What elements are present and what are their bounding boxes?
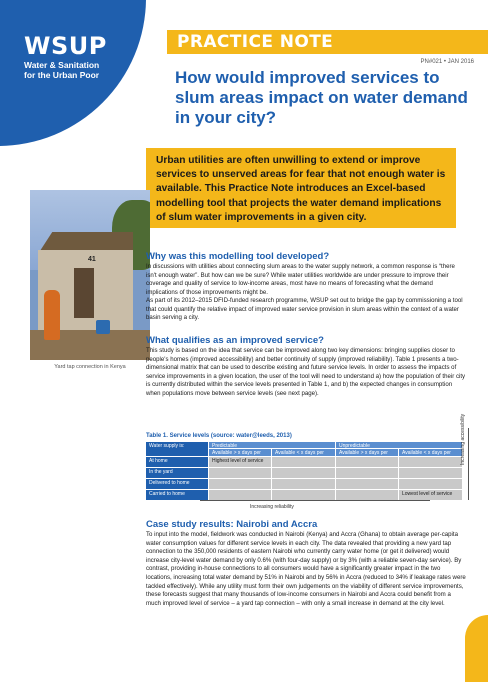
section-why-paragraph-2: As part of its 2012–2015 DFID-funded research programme, WSUP set out to bridge the gap by commissioning a tool that could quantify the relative impact of improved water service provision in slum areas within the context of a water basin serving a city. xyxy=(146,297,463,322)
accessibility-arrow xyxy=(468,428,469,500)
document-code: PN#021 • JAN 2016 xyxy=(420,59,474,65)
photo-person xyxy=(44,290,60,340)
yard-tap-photo xyxy=(30,190,150,360)
section-why-paragraph-1: In discussions with utilities about connecting slum areas to the water supply network, a common response is “there isn't enough water”. But how can we be sure? While water utilities worldwide are under pressure to improve their coverage and quality of service to low-income areas, most have no means of forecasting what the demand implications of those improvements might be. xyxy=(146,263,455,296)
table-column-header: Available > x days per xyxy=(209,449,271,456)
section-case-study-paragraph: To input into the model, fieldwork was conducted in Nairobi (Kenya) and Accra (Ghana) to obtain average per-capita water consumption values for different service levels in each city. The data revealed that providing a new yard tap connection to the 350,000 residents of eastern Nairobi who currently carry water home (or get it delivered) would increase city-level water demand by only 0.6% (with four-day supply) or by 3% (with a reliable seven-day service). By contrast, providing in-house connections to all consumers would have a significantly greater impact in the two locations, increasing total water demand by 51% in Nairobi and by 56% in Accra (reduced to 34% if leakage rates were tackled effectively). While any utility must form their own judgements on the viability of different service improvements, these forecasts suggest that many thousands of low-income consumers in Nairobi and Accra could benefit from a much improved level of service – a yard tap connection – with only a small increase in demand at the city level. xyxy=(146,531,466,607)
table-corner: Water supply is: xyxy=(146,442,208,456)
table-cell xyxy=(336,457,398,467)
table-cell xyxy=(209,490,271,500)
table-cell xyxy=(272,468,335,478)
photo-caption: Yard tap connection in Kenya xyxy=(54,364,126,370)
logo-subtitle xyxy=(24,60,99,80)
table-cell xyxy=(336,468,398,478)
table-cell xyxy=(209,468,271,478)
section-heading-what: What qualifies as an improved service? xyxy=(146,335,324,346)
banner-label: PRACTICE NOTE xyxy=(177,32,334,52)
table-column-header: Available < x days per xyxy=(272,449,335,456)
practice-note-banner xyxy=(167,30,488,54)
table-column-header: Available > x days per xyxy=(336,449,398,456)
house-number: 41 xyxy=(88,256,96,263)
table-cell xyxy=(336,479,398,489)
section-heading-case-study: Case study results: Nairobi and Accra xyxy=(146,519,318,530)
table-cell xyxy=(336,490,398,500)
x-axis-label: Increasing reliability xyxy=(250,504,294,510)
page-edge-decoration xyxy=(465,615,488,682)
table-cell xyxy=(399,479,462,489)
table-cell xyxy=(272,479,335,489)
table-cell xyxy=(272,457,335,467)
table-cell-lowest: Lowest level of service xyxy=(399,490,462,500)
section-heading-why: Why was this modelling tool developed? xyxy=(146,251,330,262)
table-cell-highest: Highest level of service xyxy=(209,457,271,467)
table-title: Table 1. Service levels (source: water@leeds, 2013) xyxy=(146,433,292,439)
table-row-header: Carried to home xyxy=(146,490,208,500)
logo-subtitle-line-2: for the Urban Poor xyxy=(24,70,100,80)
intro-text: Urban utilities are often unwilling to extend or improve services to unserved areas for fear that not enough water is available. This Practice Note introduces an Excel-based modelling tool that projects the water demand implications of slum water improvements in a given city. xyxy=(156,155,446,223)
intro-box xyxy=(146,148,456,228)
table-cell xyxy=(399,468,462,478)
service-levels-table xyxy=(146,442,462,500)
table-cell xyxy=(209,479,271,489)
table-column-header: Available < x days per xyxy=(399,449,462,456)
reliability-arrow xyxy=(200,500,430,501)
page-title: How would improved services to slum areas impact on water demand in your city? xyxy=(175,68,468,127)
photo-door xyxy=(74,268,94,318)
section-what-paragraph: This study is based on the idea that service can be improved along two key dimensions: bringing supplies closer to people's homes (improved accessibility) and better continuity of supply (improved reliability). Table 1 presents a two-dimensional matrix that can be used to describe existing and future service levels. In order to assess the impacts of service improvements in a given location, the user of the tool will need to understand a) how the population of their city is currently distributed within the service levels presented in Table 1, and b) the expected changes in consumption when populations move between service levels (see next page). xyxy=(146,347,466,397)
logo-badge xyxy=(0,0,148,148)
logo-subtitle-line-1: Water & Sanitation xyxy=(24,60,100,70)
wsup-logo: WSUP xyxy=(24,32,107,60)
table-group-unpredictable: Unpredictable xyxy=(336,442,462,448)
y-axis-label: Increasing accessibility xyxy=(460,413,466,465)
table-cell xyxy=(272,490,335,500)
table-row-header: In the yard xyxy=(146,468,208,478)
table-row-header: Delivered to home xyxy=(146,479,208,489)
table-row-header: At home xyxy=(146,457,208,467)
table-group-predictable: Predictable xyxy=(209,442,335,448)
table-cell xyxy=(399,457,462,467)
photo-bucket xyxy=(96,320,110,334)
